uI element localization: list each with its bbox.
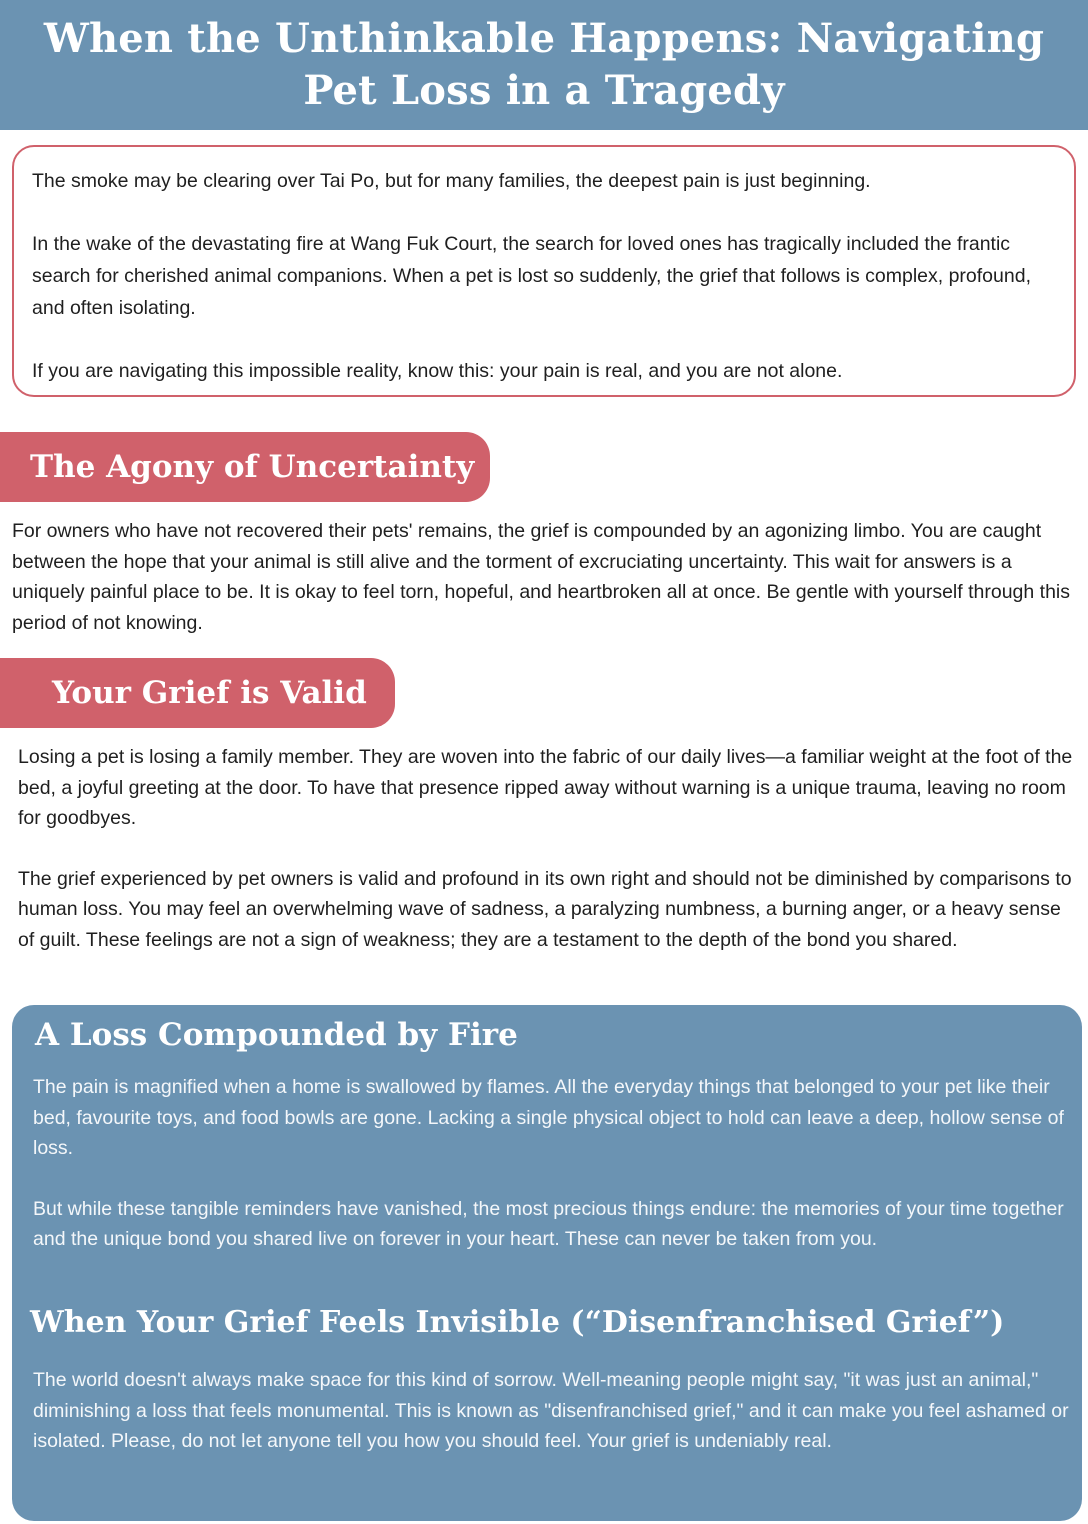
section-body-valid (18, 742, 1078, 955)
intro-paragraph-1: The smoke may be clearing over Tai Po, but for many families, the deepest pain is just beginning. (32, 170, 871, 192)
fire-heading: A Loss Compounded by Fire (35, 1017, 518, 1053)
section-tab-uncertainty (0, 432, 490, 502)
intro-box (12, 145, 1076, 397)
blue-info-box (12, 1005, 1082, 1521)
section-heading-uncertainty: The Agony of Uncertainty (30, 449, 475, 485)
invisible-grief-body (33, 1365, 1069, 1457)
intro-paragraph-3: If you are navigating this impossible reality, know this: your pain is real, and you are not alone. (32, 360, 843, 382)
intro-paragraph-2: In the wake of the devastating fire at Wang Fuk Court, the search for loved ones has tragically included the frantic search for cherished animal companions. When a pet is lost so suddenly, the grief that follows is complex, profound, and often isolating. (32, 233, 1031, 319)
section-body-uncertainty (12, 516, 1078, 638)
valid-paragraph-2: The grief experienced by pet owners is valid and profound in its own right and should not be diminished by comparisons to human loss. You may feel an overwhelming wave of sadness, a paralyzing numbness, a burning anger, or a heavy sense of guilt. These feelings are not a sign of weakness; they are a testament to the depth of the bond you shared. (18, 867, 1072, 951)
invisible-grief-paragraph-1: The world doesn't always make space for this kind of sorrow. Well-meaning people might say, "it was just an animal," diminishing a loss that feels monumental. This is known as "disenfranchised grief," and it can make you feel ashamed or isolated. Please, do not let anyone tell you how you should feel. Your grief is undeniably real. (33, 1369, 1069, 1452)
page-header (0, 0, 1088, 130)
section-tab-valid (0, 658, 395, 728)
page-title: When the Unthinkable Happens: Navigating Pet Loss in a Tragedy (43, 15, 1045, 114)
fire-body (33, 1072, 1069, 1255)
fire-paragraph-1: The pain is magnified when a home is swallowed by flames. All the everyday things that belonged to your pet like their bed, favourite toys, and food bowls are gone. Lacking a single physical object to hold can leave a deep, hollow sense of loss. (33, 1076, 1064, 1159)
uncertainty-paragraph-1: For owners who have not recovered their pets' remains, the grief is compounded by an agonizing limbo. You are caught between the hope that your animal is still alive and the torment of excruciating uncertainty. This wait for answers is a uniquely painful place to be. It is okay to feel torn, hopeful, and heartbroken all at once. Be gentle with yourself through this period of not knowing. (12, 520, 1070, 634)
valid-paragraph-1: Losing a pet is losing a family member. They are woven into the fabric of our daily lives—a familiar weight at the foot of the bed, a joyful greeting at the door. To have that presence ripped away without warning is a unique trauma, leaving no room for goodbyes. (18, 746, 1073, 829)
invisible-grief-heading: When Your Grief Feels Invisible (“Disenfranchised Grief”) (30, 1305, 1005, 1340)
section-heading-valid: Your Grief is Valid (52, 675, 367, 711)
fire-paragraph-2: But while these tangible reminders have vanished, the most precious things endure: the memories of your time together and the unique bond you shared live on forever in your heart. These can never be taken from you. (33, 1197, 1064, 1250)
